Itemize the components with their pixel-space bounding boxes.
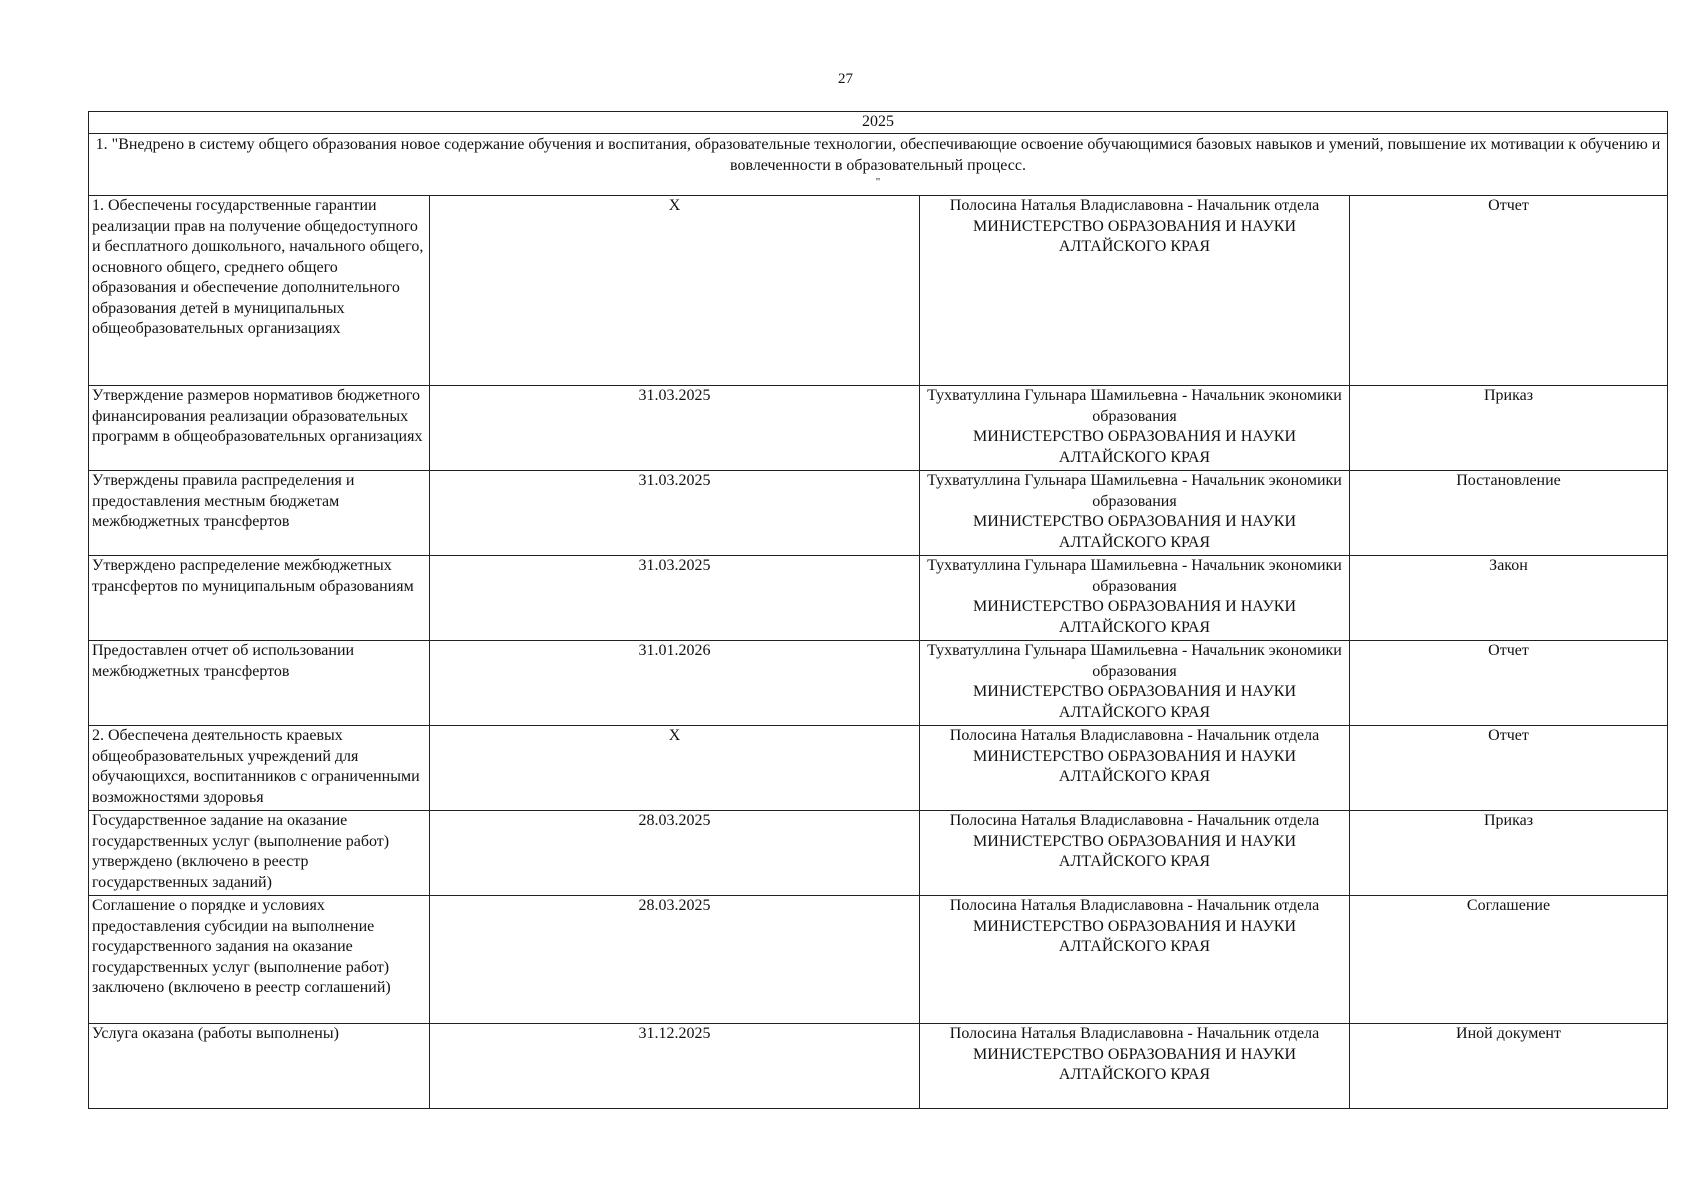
- responsible-cell: [920, 556, 1350, 641]
- responsible-person: Полосина Наталья Владиславовна - Начальник отдела: [949, 897, 1320, 914]
- table-row: [89, 471, 1668, 556]
- year-row: [89, 112, 1668, 134]
- responsible-person: Тухватуллина Гульнара Шамильевна - Начальник экономики образования: [927, 472, 1342, 510]
- date-cell: 28.03.2025: [430, 896, 920, 1024]
- responsible-person: Тухватуллина Гульнара Шамильевна - Начальник экономики образования: [927, 557, 1342, 595]
- date-cell: 31.01.2026: [430, 641, 920, 726]
- responsible-cell: [920, 896, 1350, 1024]
- responsible-organization: МИНИСТЕРСТВО ОБРАЗОВАНИЯ И НАУКИ АЛТАЙСКОГО КРАЯ: [972, 917, 1296, 955]
- responsible-organization: МИНИСТЕРСТВО ОБРАЗОВАНИЯ И НАУКИ АЛТАЙСКОГО КРАЯ: [972, 217, 1296, 255]
- document-type-cell: Приказ: [1350, 811, 1668, 896]
- table-row: [89, 896, 1668, 1024]
- table-row: [89, 556, 1668, 641]
- plan-table: [88, 111, 1668, 1109]
- responsible-cell: [920, 641, 1350, 726]
- responsible-organization: МИНИСТЕРСТВО ОБРАЗОВАНИЯ И НАУКИ АЛТАЙСКОГО КРАЯ: [972, 1045, 1296, 1083]
- responsible-organization: МИНИСТЕРСТВО ОБРАЗОВАНИЯ И НАУКИ АЛТАЙСКОГО КРАЯ: [972, 747, 1296, 785]
- table-row: [89, 726, 1668, 811]
- responsible-cell: [920, 471, 1350, 556]
- responsible-cell: [920, 196, 1350, 386]
- responsible-cell: [920, 726, 1350, 811]
- responsible-organization: МИНИСТЕРСТВО ОБРАЗОВАНИЯ И НАУКИ АЛТАЙСКОГО КРАЯ: [972, 598, 1296, 636]
- table-row: [89, 1024, 1668, 1109]
- page-number: 27: [838, 71, 853, 87]
- responsible-person: Полосина Наталья Владиславовна - Начальник отдела: [949, 197, 1320, 214]
- goal-closing-quote: ": [875, 176, 881, 188]
- document-type-cell: Закон: [1350, 556, 1668, 641]
- goal-text: 1. "Внедрено в систему общего образования новое содержание обучения и воспитания, образовательные технологии, обеспечивающие освоение обучающимися базовых навыков и умений, повышение их мотивации к обучению и вовлеченности в образовательный процесс.: [95, 136, 1661, 174]
- responsible-cell: [920, 811, 1350, 896]
- responsible-cell: [920, 386, 1350, 471]
- date-cell: 31.03.2025: [430, 556, 920, 641]
- table-row: [89, 386, 1668, 471]
- document-type-cell: Приказ: [1350, 386, 1668, 471]
- table-row: [89, 811, 1668, 896]
- date-cell: 31.03.2025: [430, 386, 920, 471]
- date-cell: X: [430, 726, 920, 811]
- document-type-cell: Отчет: [1350, 641, 1668, 726]
- document-type-cell: Иной документ: [1350, 1024, 1668, 1109]
- document-type-cell: Отчет: [1350, 196, 1668, 386]
- responsible-person: Тухватуллина Гульнара Шамильевна - Начальник экономики образования: [927, 642, 1342, 680]
- date-cell: X: [430, 196, 920, 386]
- responsible-person: Тухватуллина Гульнара Шамильевна - Начальник экономики образования: [927, 387, 1342, 425]
- document-type-cell: Постановление: [1350, 471, 1668, 556]
- event-name-cell: Утверждены правила распределения и предоставления местным бюджетам межбюджетных трансфертов: [89, 471, 430, 556]
- date-cell: 28.03.2025: [430, 811, 920, 896]
- responsible-organization: МИНИСТЕРСТВО ОБРАЗОВАНИЯ И НАУКИ АЛТАЙСКОГО КРАЯ: [972, 832, 1296, 870]
- document-type-cell: Отчет: [1350, 726, 1668, 811]
- responsible-organization: МИНИСТЕРСТВО ОБРАЗОВАНИЯ И НАУКИ АЛТАЙСКОГО КРАЯ: [972, 683, 1296, 721]
- goal-cell: [89, 134, 1668, 196]
- table-row: [89, 196, 1668, 386]
- table-row: [89, 641, 1668, 726]
- event-name-cell: Утверждено распределение межбюджетных трансфертов по муниципальным образованиям: [89, 556, 430, 641]
- date-cell: 31.03.2025: [430, 471, 920, 556]
- event-name-cell: 2. Обеспечена деятельность краевых общеобразовательных учреждений для обучающихся, воспитанников с ограниченными возможностями здоровья: [89, 726, 430, 811]
- responsible-person: Полосина Наталья Владиславовна - Начальник отдела: [949, 727, 1320, 744]
- event-name-cell: Соглашение о порядке и условиях предоставления субсидии на выполнение государственного задания на оказание государственных услуг (выполнение работ) заключено (включено в реестр соглашений): [89, 896, 430, 1024]
- event-name-cell: Утверждение размеров нормативов бюджетного финансирования реализации образовательных программ в общеобразовательных организациях: [89, 386, 430, 471]
- event-name-cell: Государственное задание на оказание государственных услуг (выполнение работ) утверждено (включено в реестр государственных заданий): [89, 811, 430, 896]
- event-name-cell: 1. Обеспечены государственные гарантии реализации прав на получение общедоступного и бесплатного дошкольного, начального общего, основного общего, среднего общего образования и обеспечение дополнительного образования детей в муниципальных общеобразовательных организациях: [89, 196, 430, 386]
- responsible-person: Полосина Наталья Владиславовна - Начальник отдела: [949, 812, 1320, 829]
- responsible-organization: МИНИСТЕРСТВО ОБРАЗОВАНИЯ И НАУКИ АЛТАЙСКОГО КРАЯ: [972, 513, 1296, 551]
- goal-row: [89, 134, 1668, 196]
- document-type-cell: Соглашение: [1350, 896, 1668, 1024]
- responsible-person: Полосина Наталья Владиславовна - Начальник отдела: [949, 1025, 1320, 1042]
- responsible-cell: [920, 1024, 1350, 1109]
- event-name-cell: Услуга оказана (работы выполнены): [89, 1024, 430, 1109]
- event-name-cell: Предоставлен отчет об использовании межбюджетных трансфертов: [89, 641, 430, 726]
- responsible-organization: МИНИСТЕРСТВО ОБРАЗОВАНИЯ И НАУКИ АЛТАЙСКОГО КРАЯ: [972, 428, 1296, 466]
- year-cell: 2025: [89, 112, 1668, 134]
- date-cell: 31.12.2025: [430, 1024, 920, 1109]
